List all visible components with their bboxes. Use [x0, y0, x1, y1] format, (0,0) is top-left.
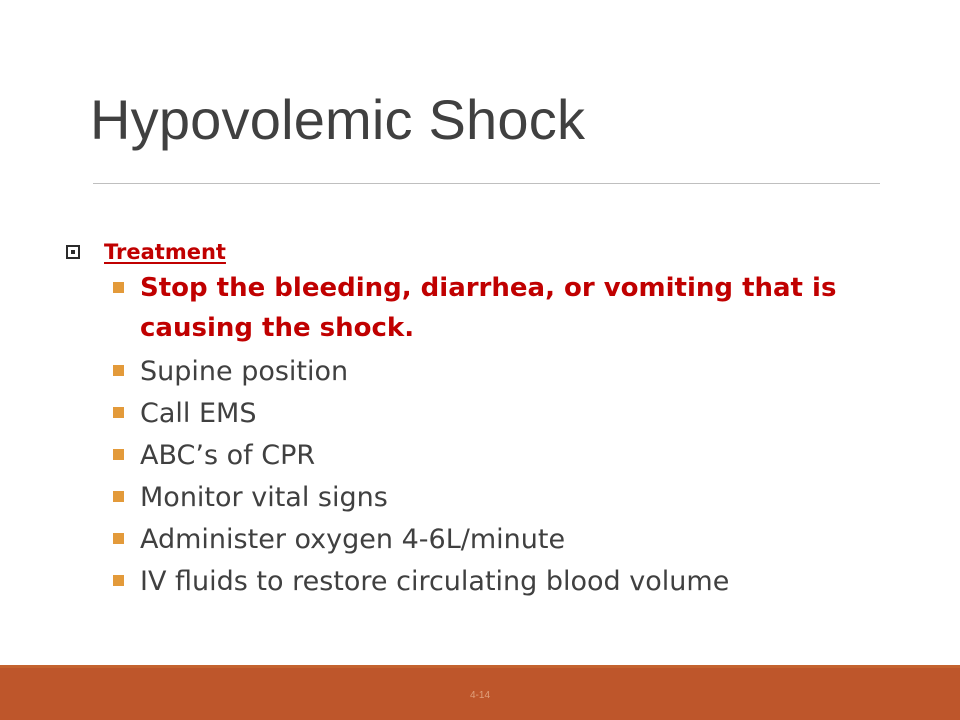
- list-item-text: Administer oxygen 4-6L/minute: [140, 524, 566, 555]
- orange-square-bullet-icon: [113, 491, 124, 502]
- list-item-text: Supine position: [140, 356, 349, 387]
- list-item-text: Call EMS: [140, 398, 257, 429]
- section-heading-row: [66, 236, 896, 268]
- list-item: [66, 477, 896, 519]
- orange-square-bullet-icon: [113, 449, 124, 460]
- title-divider: [93, 183, 880, 184]
- list-item: [66, 435, 896, 477]
- slide-content: [66, 236, 896, 603]
- orange-square-bullet-icon: [113, 533, 124, 544]
- list-item: [66, 351, 896, 393]
- list-item: [66, 393, 896, 435]
- orange-square-bullet-icon: [113, 407, 124, 418]
- slide-number: 4-14: [469, 690, 490, 701]
- section-heading: Treatment: [104, 240, 226, 264]
- treatment-list: [66, 268, 896, 603]
- boxed-square-bullet-icon: [66, 245, 80, 259]
- list-item-text: IV fluids to restore circulating blood volume: [140, 566, 730, 597]
- orange-square-bullet-icon: [113, 282, 124, 293]
- orange-square-bullet-icon: [113, 365, 124, 376]
- list-item: [66, 561, 896, 603]
- list-item-text: Stop the bleeding, diarrhea, or vomiting that is causing the shock.: [140, 273, 837, 343]
- orange-square-bullet-icon: [113, 575, 124, 586]
- list-item-text: Monitor vital signs: [140, 482, 388, 513]
- slide-title: Hypovolemic Shock: [90, 88, 586, 151]
- list-item: [66, 268, 896, 348]
- list-item-text: ABC’s of CPR: [140, 440, 316, 471]
- list-item: [66, 519, 896, 561]
